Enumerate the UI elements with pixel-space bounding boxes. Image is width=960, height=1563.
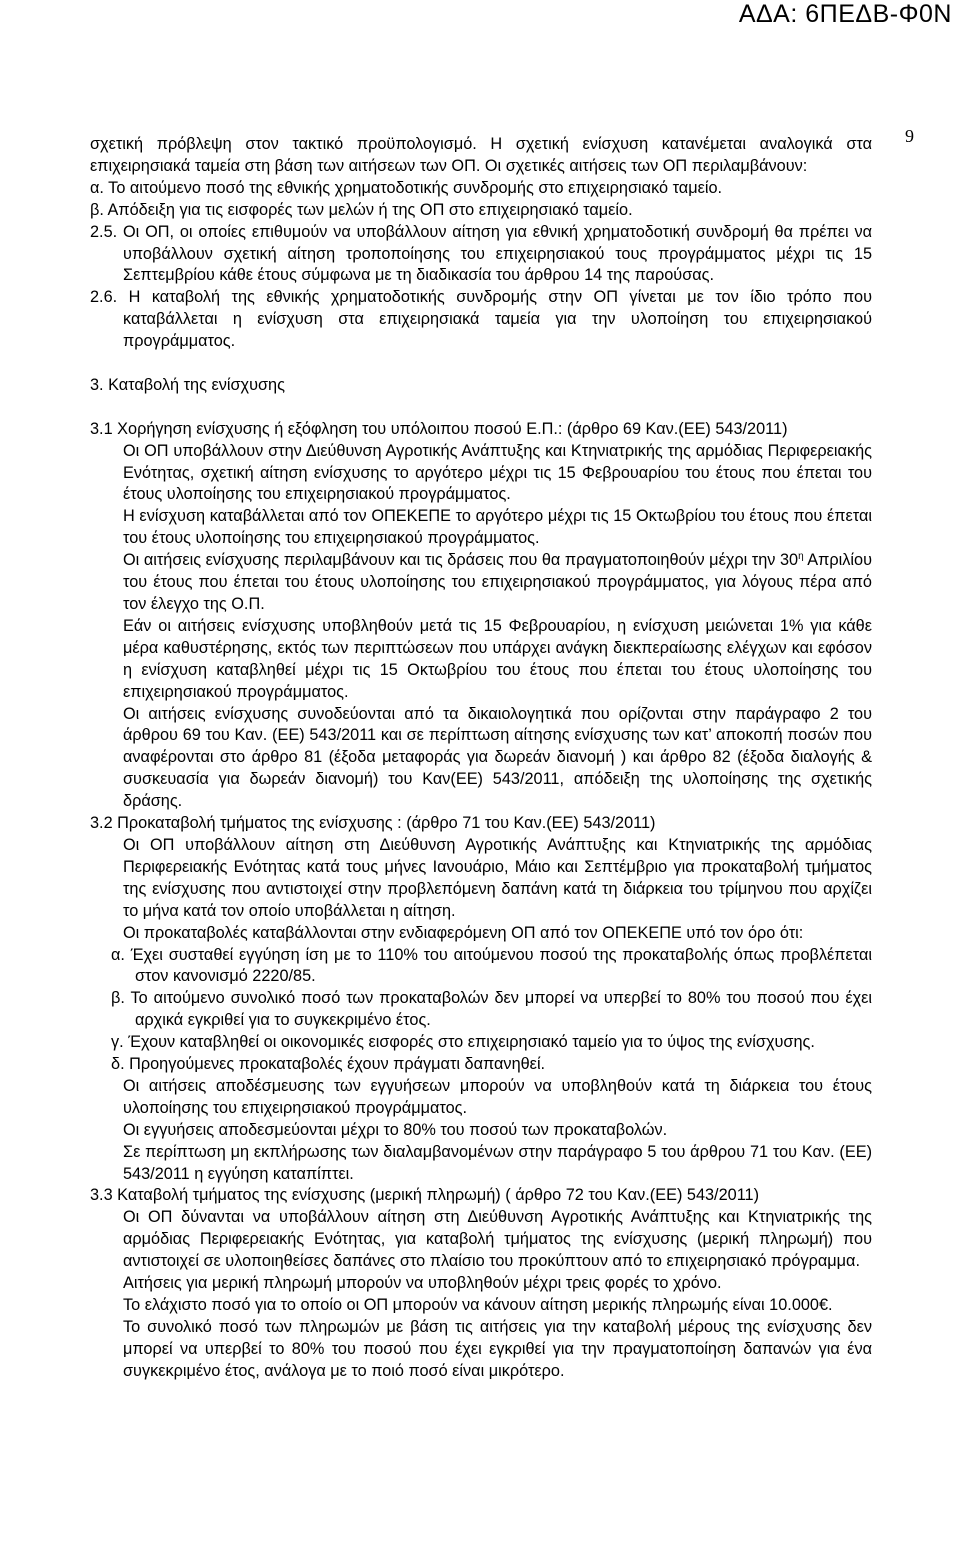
paragraph-guarantee-limit: Οι εγγυήσεις αποδεσμεύονται μέχρι το 80% του ποσού των προκαταβολών. <box>123 1120 668 1139</box>
subsection-heading-3-3: 3.3 Καταβολή τμήματος της ενίσχυσης (μερική πληρωμή) ( άρθρο 72 του Καν.(ΕΕ) 543/2011) <box>90 1186 760 1205</box>
paragraph-actions-april-text-b: Απριλίου του έτους που έπεται του έτους υλοποίησης του επιχειρησιακού προγράμματος, για λόγους πέρα από τον έλεγχο της Ο.Π. <box>123 551 872 613</box>
list-item-a: α. Το αιτούμενο ποσό της εθνικής χρηματοδοτικής συνδρομής στο επιχειρησιακό ταμείο. <box>90 178 723 197</box>
paragraph-supporting-documents: Οι αιτήσεις ενίσχυσης συνοδεύονται από τα δικαιολογητικά που ορίζονται στην παράγραφο 2 του άρθρου 69 του Καν. (ΕΕ) 543/2011 και σε περίπτωση αίτησης ενίσχυσης των κατ’ αποκοπή ποσών που αναφέρονται στο άρθρο 81 (έξοδα μεταφοράς για δωρεάν διανομή ) και άρθρο 82 (έξοδα διαλογής & συσκευασία για δωρεάν διανομή) του Καν(ΕΕ) 543/2011, απόδειξη της υλοποίησης της σχετικής δράσης. <box>123 704 872 811</box>
paragraph-application-deadline: Οι ΟΠ υποβάλλουν στην Διεύθυνση Αγροτικής Ανάπτυξης και Κτηνιατρικής της αρμόδιας Περιφερειακής Ενότητας, σχετική αίτηση ενίσχυσης το αργότερο μέχρι τις 15 Φεβρουαρίου του έτους που έπεται του έτους υλοποίησης του επιχειρησιακού προγράμματος. <box>123 441 872 504</box>
paragraph-advance-application: Οι ΟΠ υποβάλλουν αίτηση στη Διεύθυνση Αγροτικής Ανάπτυξης και Κτηνιατρικής της αρμόδιας Περιφερειακής Ενότητας κατά τους μήνες Ιανουάριο, Μάιο και Σεπτέμβριο για προκαταβολή τμήματος της ενίσχυσης που αντιστοιχεί στην προβλεπόμενη δαπάνη κατά τη διάρκεια του τρίμηνου που αρχίζει το μήνα κατά τον οποίο υποβάλλεται η αίτηση. <box>123 835 872 920</box>
subsection-heading-3-1: 3.1 Χορήγηση ενίσχυσης ή εξόφληση του υπόλοιπου ποσού Ε.Π.: (άρθρο 69 Καν.(ΕΕ) 543/2011) <box>90 419 788 438</box>
paragraph-total-limit: Το συνολικό ποσό των πληρωμών με βάση τις αιτήσεις για την καταβολή μέρους της ενίσχυσης δεν μπορεί να υπερβεί το 80% του ποσού που έχει εγκριθεί για την πραγματοποίηση δαπανών για ένα συγκεκριμένο έτος, ανάλογα με το ποιό ποσό είναι μικρότερο. <box>123 1317 872 1380</box>
paragraph-2-6: 2.6. Η καταβολή της εθνικής χρηματοδοτικής συνδρομής στην ΟΠ γίνεται με τον ίδιο τρόπο που καταβάλλεται η ενίσχυση στα επιχειρησιακά ταμεία για την υλοποίηση του επιχειρησιακού προγράμματος. <box>90 288 872 351</box>
paragraph-guarantee-forfeit: Σε περίπτωση μη εκπλήρωσης των διαλαμβανομένων στην παράγραφο 5 του άρθρου 71 του Καν. (ΕΕ) 543/2011 η εγγύηση καταπίπτει. <box>123 1142 872 1183</box>
condition-item-b: β. Το αιτούμενο συνολικό ποσό των προκαταβολών δεν μπορεί να υπερβεί το 80% του ποσού που έχει αρχικά εγκριθεί για το συγκεκριμένο έτος. <box>111 989 872 1030</box>
paragraph-guarantee-release: Οι αιτήσεις αποδέσμευσης των εγγυήσεων μπορούν να υποβληθούν κατά τη διάρκεια του έτους υλοποίησης του επιχειρησιακού προγράμματος. <box>123 1076 872 1117</box>
ada-header: ΑΔΑ: 6ΠΕΔΒ-Φ0Ν <box>738 0 952 28</box>
condition-item-a: α. Έχει συσταθεί εγγύηση ίση με το 110% του αιτούμενου ποσού της προκαταβολής όπως προβλέπεται στον κανονισμό 2220/85. <box>111 945 872 986</box>
superscript: η <box>798 551 804 563</box>
paragraph-advance-conditions: Οι προκαταβολές καταβάλλονται στην ενδιαφερόμενη ΟΠ από τον ΟΠΕΚΕΠΕ υπό τον όρο ότι: <box>123 923 804 942</box>
paragraph-2-5: 2.5. Οι ΟΠ, οι οποίες επιθυμούν να υποβάλλουν αίτηση για εθνική χρηματοδοτική συνδρομή θα πρέπει να υποβάλλουν σχετική αίτηση τροποποίησης του επιχειρησιακού τους προγράμματος μέχρι τις 15 Σεπτεμβρίου κάθε έτους σύμφωνα με τη διαδικασία του άρθρου 14 της παρούσας. <box>90 222 872 285</box>
page-number: 9 <box>905 126 914 146</box>
condition-item-d: δ. Προηγούμενες προκαταβολές έχουν πράγματι δαπανηθεί. <box>111 1055 546 1074</box>
section-heading-3: 3. Καταβολή της ενίσχυσης <box>90 375 285 394</box>
paragraph-minimum-amount: Το ελάχιστο ποσό για το οποίο οι ΟΠ μπορούν να κάνουν αίτηση μερικής πληρωμής είναι 10.000€. <box>123 1296 833 1314</box>
paragraph-partial-payment-application: Οι ΟΠ δύνανται να υποβάλλουν αίτηση στη Διεύθυνση Αγροτικής Ανάπτυξης και Κτηνιατρικής της αρμόδιας Περιφερειακής Ενότητας, για καταβολή τμήματος της ενίσχυσης (μερική πληρωμή) που αντιστοιχεί σε υλοποιηθείσες δαπάνες στο πλαίσιο του προκύπτουν από το επιχειρησιακό πρόγραμμα. <box>123 1208 872 1271</box>
condition-item-c: γ. Έχουν καταβληθεί οι οικονομικές εισφορές στο επιχειρησιακό ταμείο για το ύψος της ενίσχυσης. <box>111 1033 815 1052</box>
paragraph-late-reduction: Εάν οι αιτήσεις ενίσχυσης υποβληθούν μετά τις 15 Φεβρουαρίου, η ενίσχυση μειώνεται 1% για κάθε μέρα καθυστέρησης, εκτός των περιπτώσεων που υπάρχει ανάγκη διεκπεραίωσης ελέγχων και εφόσον η ενίσχυση καταβληθεί μέχρι τις 15 Οκτωβρίου του έτους που έπεται του έτους υλοποίησης του επιχειρησιακού προγράμματος. <box>123 616 872 701</box>
paragraph-actions-april <box>90 550 872 616</box>
paragraph-payment-deadline: Η ενίσχυση καταβάλλεται από τον ΟΠΕΚΕΠΕ το αργότερο μέχρι τις 15 Οκτωβρίου του έτους που έπεται του έτους υλοποίησης του επιχειρησιακού προγράμματος. <box>123 507 872 548</box>
paragraph-budget-provision: σχετική πρόβλεψη στον τακτικό προϋπολογισμό. Η σχετική ενίσχυση κατανέμεται αναλογικά στα επιχειρησιακά ταμεία στη βάση των αιτήσεων των ΟΠ. Οι σχετικές αιτήσεις των ΟΠ περιλαμβάνουν: <box>90 135 872 175</box>
paragraph-actions-april-text-a: Οι αιτήσεις ενίσχυσης περιλαμβάνουν και τις δράσεις που θα πραγματοποιηθούν μέχρι την 30 <box>123 551 799 570</box>
list-item-b: β. Απόδειξη για τις εισφορές των μελών ή της ΟΠ στο επιχειρησιακό ταμείο. <box>90 200 633 219</box>
subsection-heading-3-2: 3.2 Προκαταβολή τμήματος της ενίσχυσης : (άρθρο 71 του Καν.(ΕΕ) 543/2011) <box>90 814 656 833</box>
paragraph-partial-payment-frequency: Αιτήσεις για μερική πληρωμή μπορούν να υποβληθούν μέχρι τρεις φορές το χρόνο. <box>123 1274 722 1293</box>
document-body <box>90 134 872 1383</box>
